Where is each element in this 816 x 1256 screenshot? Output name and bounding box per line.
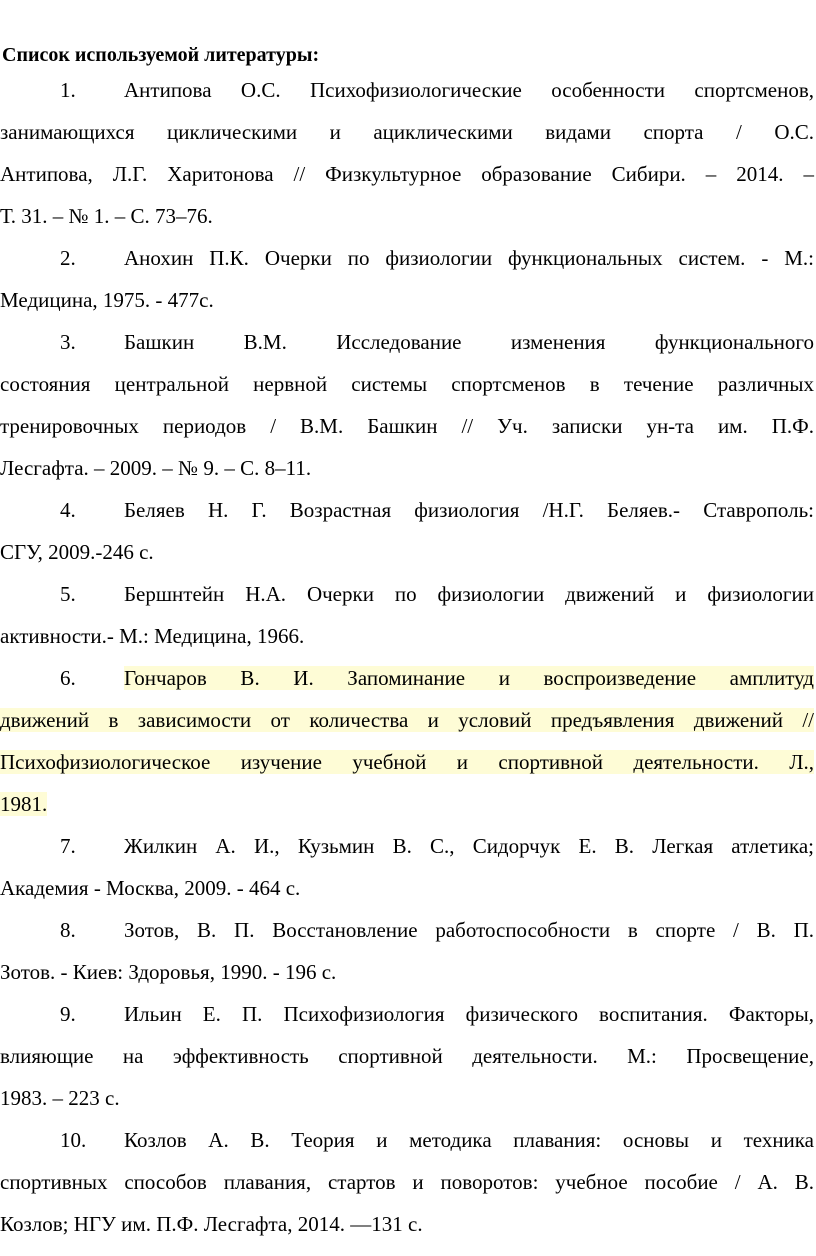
entry-line (0, 699, 814, 741)
entry-line (0, 1203, 814, 1245)
entry-text: Психофизиологическое изучение учебной и спортивной деятельности. Л., (0, 750, 814, 774)
entry-text: Беляев Н. Г. Возрастная физиология /Н.Г. Беляев.- Ставрополь: (124, 498, 814, 522)
list-item (0, 321, 814, 489)
entry-line (0, 405, 814, 447)
entry-line (0, 1035, 814, 1077)
list-item (0, 657, 814, 825)
entry-number: 9. (60, 1002, 76, 1026)
entry-line (0, 1119, 814, 1161)
entry-line (0, 237, 814, 279)
entry-line (0, 363, 814, 405)
entry-text: СГУ, 2009.-246 с. (0, 540, 154, 564)
entry-line (0, 153, 814, 195)
entry-line (0, 951, 814, 993)
list-item (0, 69, 814, 237)
entry-line (0, 741, 814, 783)
entry-line (0, 783, 814, 825)
entry-text: Жилкин А. И., Кузьмин В. С., Сидорчук Е. В. Легкая атлетика; (124, 834, 814, 858)
list-item (0, 993, 814, 1119)
entry-line (0, 531, 814, 573)
entry-line (0, 993, 814, 1035)
entry-line (0, 111, 814, 153)
entry-text: Зотов, В. П. Восстановление работоспособности в спорте / В. П. (124, 918, 814, 942)
entry-line (0, 867, 814, 909)
entry-number: 7. (60, 834, 76, 858)
entry-line (0, 1161, 814, 1203)
list-item (0, 573, 814, 657)
entry-text: 1981. (0, 792, 48, 816)
entry-line (0, 573, 814, 615)
entry-number: 5. (60, 582, 76, 606)
list-item (0, 489, 814, 573)
entry-text: Антипова О.С. Психофизиологические особенности спортсменов, (124, 78, 814, 102)
entry-line (0, 909, 814, 951)
entry-text: Т. 31. – № 1. – С. 73–76. (0, 204, 213, 228)
entry-text: движений в зависимости от количества и условий предъявления движений // (0, 708, 814, 732)
entry-text: Гончаров В. И. Запоминание и воспроизведение амплитуд (124, 666, 814, 690)
list-item (0, 237, 814, 321)
entry-line (0, 657, 814, 699)
list-item (0, 909, 814, 993)
entry-text: активности.- М.: Медицина, 1966. (0, 624, 305, 648)
entry-line (0, 69, 814, 111)
list-item (0, 1119, 814, 1245)
entry-text: Башкин В.М. Исследование изменения функционального (124, 330, 814, 354)
entry-line (0, 447, 814, 489)
entry-text: состояния центральной нервной системы спортсменов в течение различных (0, 372, 814, 396)
entry-number: 6. (60, 666, 76, 690)
entry-text: Медицина, 1975. - 477с. (0, 288, 214, 312)
entry-text: тренировочных периодов / В.М. Башкин // Уч. записки ун-та им. П.Ф. (0, 414, 814, 438)
entry-text: спортивных способов плавания, стартов и поворотов: учебное пособие / А. В. (0, 1170, 814, 1194)
entry-text: Козлов А. В. Теория и методика плавания: основы и техника (124, 1128, 814, 1152)
entry-text: Бершнтейн Н.А. Очерки по физиологии движений и физиологии (124, 582, 814, 606)
entry-line (0, 825, 814, 867)
entry-text: Лесгафта. – 2009. – № 9. – С. 8–11. (0, 456, 312, 480)
entry-line (0, 279, 814, 321)
entry-text: влияющие на эффективность спортивной деятельности. М.: Просвещение, (0, 1044, 814, 1068)
entry-text: Козлов; НГУ им. П.Ф. Лесгафта, 2014. —131 с. (0, 1212, 423, 1236)
entry-number: 2. (60, 246, 76, 270)
entry-line (0, 1077, 814, 1119)
entry-number: 3. (60, 330, 76, 354)
entry-text: 1983. – 223 с. (0, 1086, 120, 1110)
entry-number: 8. (60, 918, 76, 942)
entry-line (0, 615, 814, 657)
entry-text: Ильин Е. П. Психофизиология физического воспитания. Факторы, (124, 1002, 814, 1026)
entry-text: Антипова, Л.Г. Харитонова // Физкультурное образование Сибири. – 2014. – (0, 162, 814, 186)
entry-number: 10. (60, 1128, 87, 1152)
entry-text: Зотов. - Киев: Здоровья, 1990. - 196 с. (0, 960, 337, 984)
list-item (0, 825, 814, 909)
entry-number: 1. (60, 78, 76, 102)
entry-number: 4. (60, 498, 76, 522)
entry-text: занимающихся циклическими и ациклическими видами спорта / О.С. (0, 120, 814, 144)
page-title: Список используемой литературы: (2, 44, 320, 66)
entry-text: Академия - Москва, 2009. - 464 с. (0, 876, 301, 900)
entry-line (0, 489, 814, 531)
entry-text: Анохин П.К. Очерки по физиологии функциональных систем. - М.: (124, 246, 814, 270)
entry-line (0, 321, 814, 363)
entry-line (0, 195, 814, 237)
